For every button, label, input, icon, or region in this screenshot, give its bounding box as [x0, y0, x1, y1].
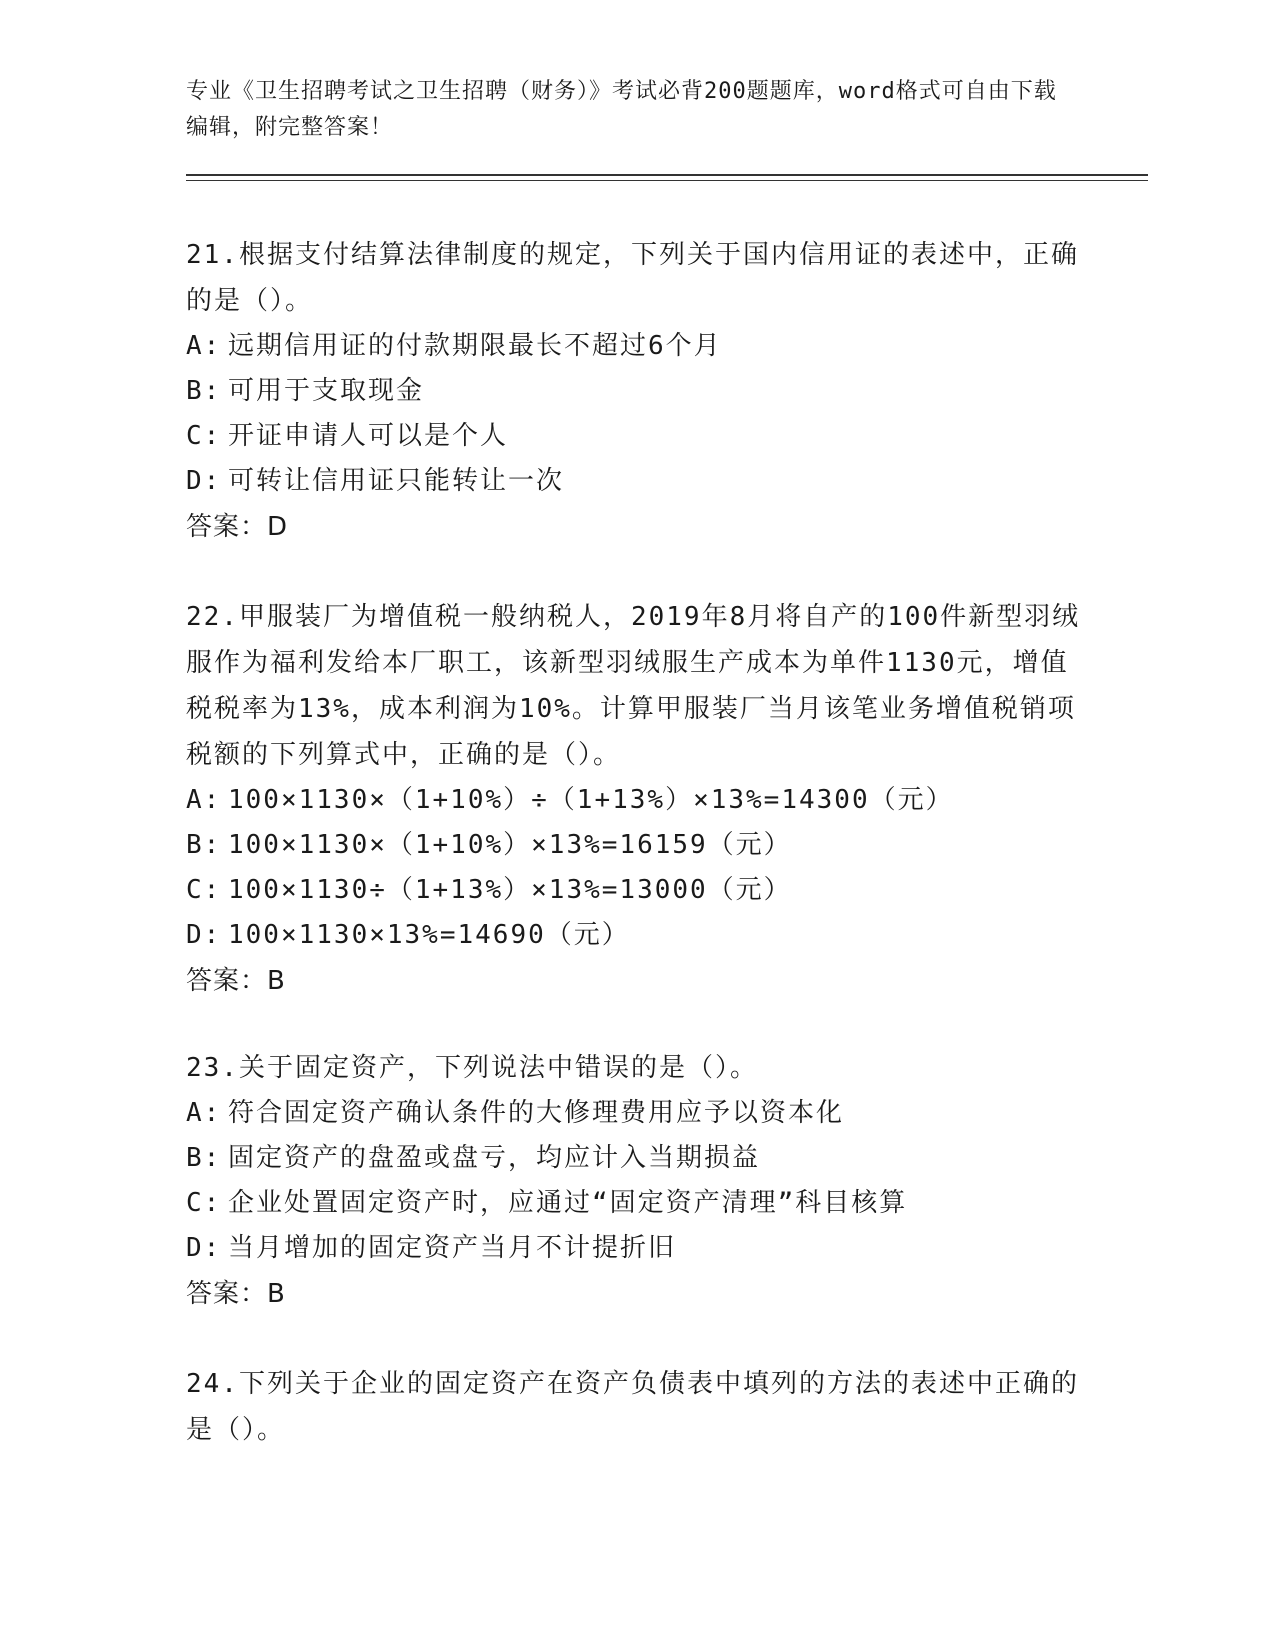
option-text: 企业处置固定资产时，应通过“固定资产清理”科目核算: [228, 1188, 908, 1218]
option-text: 符合固定资产确认条件的大修理费用应予以资本化: [228, 1098, 845, 1128]
option-label: D:: [186, 466, 222, 496]
question-21: [186, 232, 1086, 550]
option-label: B:: [186, 830, 222, 860]
option-a: [186, 778, 1086, 823]
header-divider: [186, 174, 1148, 176]
option-b: [186, 1136, 1086, 1181]
option-label: B:: [186, 1143, 222, 1173]
option-text: 100×1130÷（1+13%）×13%=13000（元）: [228, 875, 792, 905]
option-label: C:: [186, 1188, 222, 1218]
option-label: D:: [186, 920, 222, 950]
question-23: [186, 1045, 1086, 1317]
option-label: D:: [186, 1233, 222, 1263]
option-d: [186, 913, 1086, 958]
question-24: [186, 1361, 1086, 1453]
option-a: [186, 1091, 1086, 1136]
option-label: A:: [186, 1098, 222, 1128]
option-b: [186, 369, 1086, 414]
option-d: [186, 1226, 1086, 1271]
option-label: C:: [186, 421, 222, 451]
question-stem: 22.甲服装厂为增值税一般纳税人，2019年8月将自产的100件新型羽绒服作为福利发给本厂职工，该新型羽绒服生产成本为单件1130元，增值税税率为13%，成本利润为10%。计算甲服装厂当月该笔业务增值税销项税额的下列算式中，正确的是（）。: [186, 602, 1081, 770]
option-label: C:: [186, 875, 222, 905]
option-d: [186, 459, 1086, 504]
option-c: [186, 414, 1086, 459]
answer: 答案：B: [186, 1279, 286, 1309]
document-header: 专业《卫生招聘考试之卫生招聘（财务）》考试必背200题题库，word格式可自由下载编辑，附完整答案！: [186, 79, 1057, 140]
option-label: A:: [186, 331, 222, 361]
header-divider-thin: [186, 180, 1148, 181]
option-text: 固定资产的盘盈或盘亏，均应计入当期损益: [228, 1143, 761, 1173]
option-text: 开证申请人可以是个人: [228, 421, 509, 451]
option-label: B:: [186, 376, 222, 406]
option-text: 可用于支取现金: [228, 376, 425, 406]
answer: 答案：B: [186, 966, 286, 996]
option-text: 100×1130×13%=14690（元）: [228, 920, 630, 950]
answer: 答案：D: [186, 512, 289, 542]
option-c: [186, 1181, 1086, 1226]
option-text: 远期信用证的付款期限最长不超过6个月: [228, 331, 722, 361]
question-stem: 24.下列关于企业的固定资产在资产负债表中填列的方法的表述中正确的是（）。: [186, 1369, 1079, 1445]
option-c: [186, 868, 1086, 913]
option-label: A:: [186, 785, 222, 815]
option-text: 可转让信用证只能转让一次: [228, 466, 565, 496]
option-text: 100×1130×（1+10%）÷（1+13%）×13%=14300（元）: [228, 785, 954, 815]
question-22: [186, 594, 1086, 1004]
question-stem: 23.关于固定资产，下列说法中错误的是（）。: [186, 1053, 758, 1083]
option-a: [186, 324, 1086, 369]
option-b: [186, 823, 1086, 868]
option-text: 100×1130×（1+10%）×13%=16159（元）: [228, 830, 792, 860]
option-text: 当月增加的固定资产当月不计提折旧: [228, 1233, 677, 1263]
question-stem: 21.根据支付结算法律制度的规定，下列关于国内信用证的表述中，正确的是（）。: [186, 240, 1079, 316]
